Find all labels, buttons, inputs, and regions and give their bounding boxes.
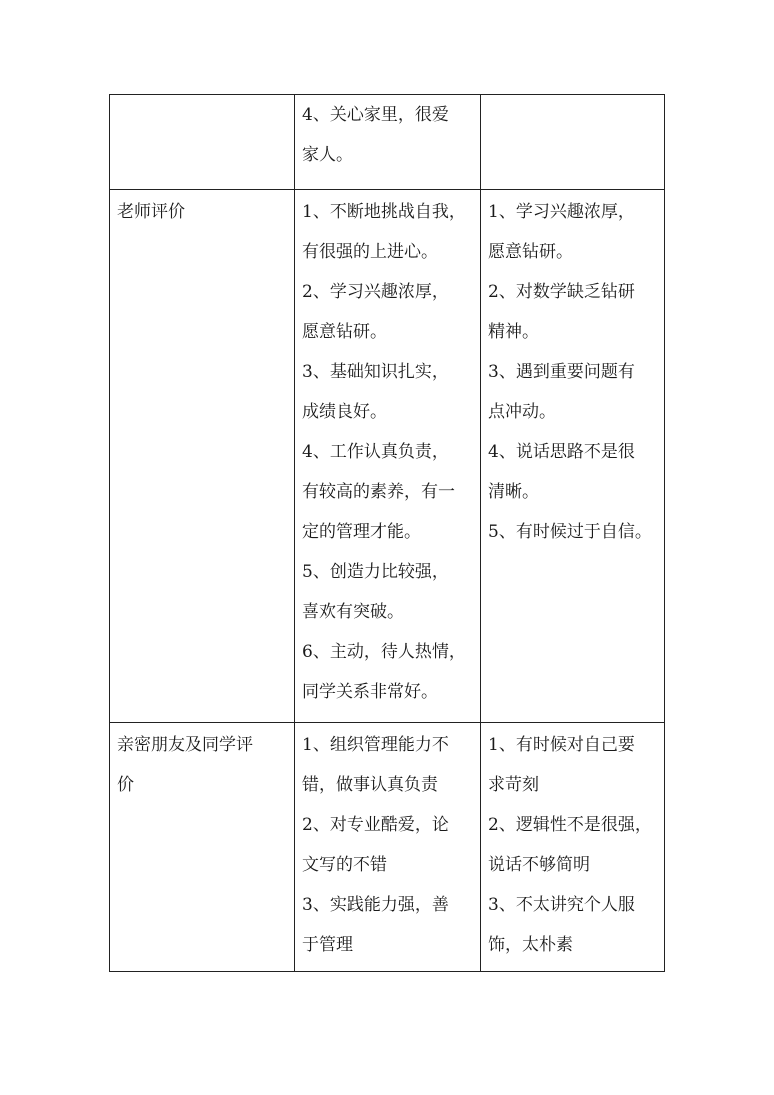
- row-label: 老师评价: [117, 202, 185, 222]
- strength-line: 喜欢有突破。: [302, 602, 404, 622]
- weakness-line: 愿意钻研。: [488, 242, 573, 262]
- weaknesses-cell: [481, 723, 665, 972]
- weakness-line: 点冲动。: [488, 402, 556, 422]
- strength-line: 2、对专业酷爱，论: [302, 815, 449, 835]
- weakness-line: 5、有时候过于自信。: [488, 522, 652, 542]
- weakness-line: 2、逻辑性不是很强，: [488, 815, 652, 835]
- weakness-line: 说话不够简明: [488, 855, 590, 875]
- row-label: 价: [117, 775, 134, 795]
- strength-line: 错，做事认真负责: [302, 775, 438, 795]
- weakness-line: 求苛刻: [488, 775, 539, 795]
- weakness-line: 精神。: [488, 322, 539, 342]
- evaluation-table: [109, 94, 665, 972]
- weakness-line: 清晰。: [488, 482, 539, 502]
- strength-line: 2、学习兴趣浓厚，: [302, 282, 449, 302]
- strength-line: 文写的不错: [302, 855, 387, 875]
- row-label-cell: [110, 723, 295, 972]
- weakness-line: 3、不太讲究个人服: [488, 895, 635, 915]
- strength-line: 成绩良好。: [302, 402, 387, 422]
- strength-line: 5、创造力比较强，: [302, 562, 449, 582]
- weakness-line: 3、遇到重要问题有: [488, 362, 635, 382]
- strength-line: 3、基础知识扎实，: [302, 362, 449, 382]
- weakness-line: 4、说话思路不是很: [488, 442, 635, 462]
- strength-line: 1、组织管理能力不: [302, 735, 449, 755]
- row-label-cell: [110, 190, 295, 723]
- weakness-line: 1、有时候对自己要: [488, 735, 635, 755]
- strength-line: 4、关心家里，很爱: [302, 105, 449, 125]
- table-row: [110, 723, 665, 972]
- row-label: 亲密朋友及同学评: [117, 735, 253, 755]
- table-row: [110, 95, 665, 190]
- table-row: [110, 190, 665, 723]
- strengths-cell: [295, 190, 481, 723]
- strength-line: 有较高的素养，有一: [302, 482, 455, 502]
- strength-line: 6、主动，待人热情，: [302, 642, 466, 662]
- strengths-cell: [295, 95, 481, 190]
- strength-line: 同学关系非常好。: [302, 682, 438, 702]
- weakness-line: 饰，太朴素: [488, 935, 573, 955]
- weakness-line: 1、学习兴趣浓厚，: [488, 202, 635, 222]
- strength-line: 1、不断地挑战自我，: [302, 202, 466, 222]
- row-label-cell: [110, 95, 295, 190]
- weaknesses-cell: [481, 190, 665, 723]
- strength-line: 有很强的上进心。: [302, 242, 438, 262]
- strength-line: 家人。: [302, 145, 353, 165]
- weaknesses-cell: [481, 95, 665, 190]
- strength-line: 定的管理才能。: [302, 522, 421, 542]
- strengths-cell: [295, 723, 481, 972]
- weakness-line: 2、对数学缺乏钻研: [488, 282, 635, 302]
- strength-line: 3、实践能力强，善: [302, 895, 449, 915]
- strength-line: 4、工作认真负责，: [302, 442, 449, 462]
- strength-line: 于管理: [302, 935, 353, 955]
- strength-line: 愿意钻研。: [302, 322, 387, 342]
